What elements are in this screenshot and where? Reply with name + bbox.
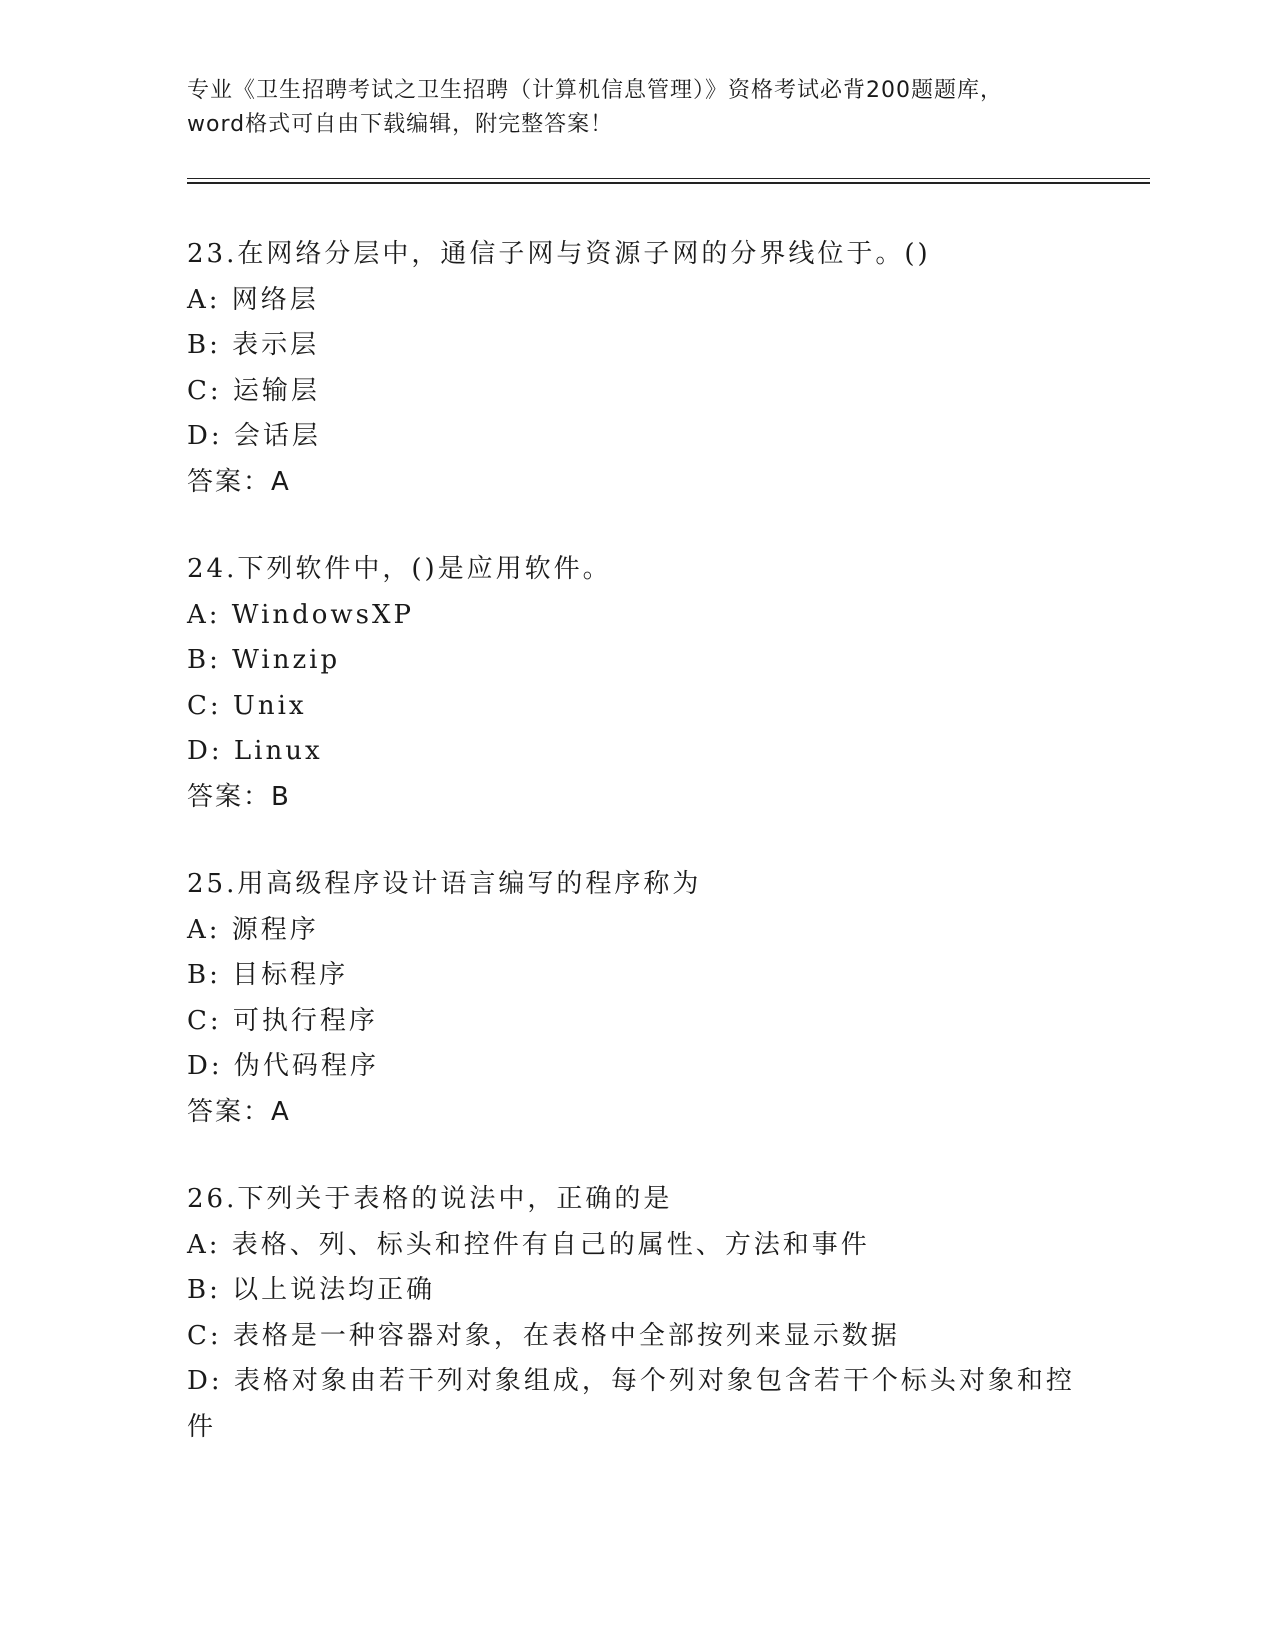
- option-c: C: 表格是一种容器对象，在表格中全部按列来显示数据: [187, 1320, 900, 1351]
- header-line-1: 专业《卫生招聘考试之卫生招聘（计算机信息管理）》资格考试必背200题题库，: [187, 78, 1003, 103]
- header-divider-thin: [187, 178, 1150, 179]
- option-c: C: 运输层: [187, 375, 320, 406]
- answer: 答案：A: [187, 466, 291, 497]
- answer: 答案：A: [187, 1096, 291, 1127]
- option-a: A: 表格、列、标头和控件有自己的属性、方法和事件: [187, 1229, 870, 1260]
- question-25: [187, 862, 1087, 1135]
- question-26: [187, 1177, 1087, 1450]
- document-header: [187, 74, 1087, 142]
- option-d-line-1: D: 表格对象由若干列对象组成，每个列对象包含若干个标头对象和控: [187, 1366, 1075, 1396]
- option-b: B: Winzip: [187, 645, 341, 675]
- question-stem: 24.下列软件中，()是应用软件。: [187, 554, 612, 584]
- header-line-2: word格式可自由下载编辑，附完整答案！: [187, 112, 614, 137]
- option-d: D: 会话层: [187, 421, 321, 451]
- option-b: B: 表示层: [187, 330, 320, 360]
- header-divider-thick: [187, 182, 1150, 184]
- option-c: C: 可执行程序: [187, 1005, 378, 1036]
- question-stem: 25.用高级程序设计语言编写的程序称为: [187, 869, 702, 899]
- option-d: D: 伪代码程序: [187, 1051, 379, 1081]
- option-a: A: 网络层: [187, 284, 319, 315]
- question-stem: 26.下列关于表格的说法中，正确的是: [187, 1184, 673, 1214]
- option-b: B: 以上说法均正确: [187, 1275, 436, 1305]
- option-d-line-2: 件: [187, 1411, 217, 1442]
- question-23: [187, 232, 1087, 505]
- option-a: A: WindowsXP: [187, 599, 415, 630]
- question-24: [187, 547, 1087, 820]
- answer: 答案：B: [187, 781, 291, 812]
- option-c: C: Unix: [187, 690, 307, 721]
- option-b: B: 目标程序: [187, 960, 349, 990]
- option-a: A: 源程序: [187, 914, 319, 945]
- option-d: D: Linux: [187, 736, 323, 766]
- question-stem: 23.在网络分层中，通信子网与资源子网的分界线位于。(): [187, 239, 931, 269]
